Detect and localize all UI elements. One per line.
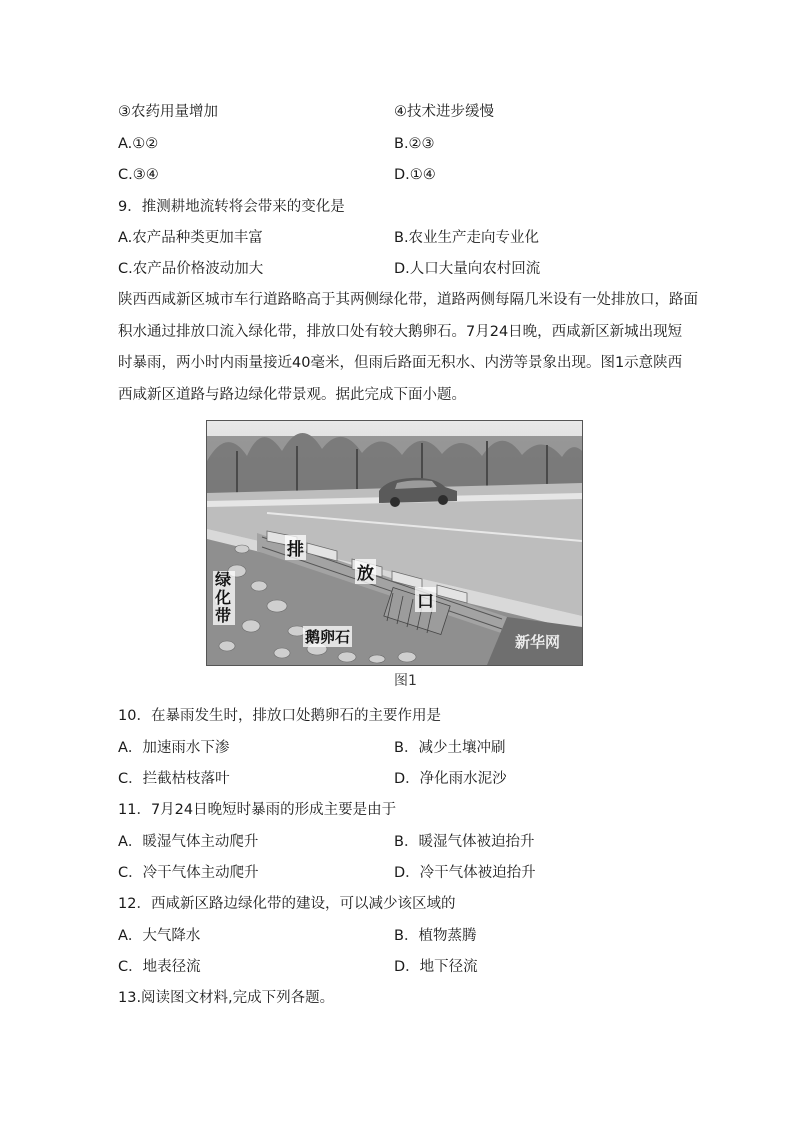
q9-choice-b: B.农业生产走向专业化 [394, 230, 540, 246]
q10-choice-a: A．加速雨水下渗 [118, 740, 230, 756]
label-kou: 口 [415, 587, 436, 612]
q12-stem: 12．西咸新区路边绿化带的建设，可以减少该区域的 [118, 896, 456, 912]
q11-choice-a: A．暖湿气体主动爬升 [118, 834, 259, 850]
q8-choice-b: B.②③ [394, 136, 435, 152]
q9-stem: 9．推测耕地流转将会带来的变化是 [118, 199, 345, 215]
road-scene-illustration [207, 421, 582, 665]
q9-choice-a: A.农产品种类更加丰富 [118, 230, 263, 246]
q8-choice-a: A.①② [118, 136, 159, 152]
label-green-belt: 绿化带 [213, 571, 235, 625]
q8-choice-d: D.①④ [394, 167, 436, 183]
figure-caption: 图1 [394, 673, 417, 689]
label-pai: 排 [285, 535, 306, 560]
label-pebbles: 鹅卵石 [305, 628, 351, 646]
q9-choice-d: D.人口大量向农村回流 [394, 261, 541, 277]
passage-line-4: 西咸新区道路与路边绿化带景观。据此完成下面小题。 [118, 387, 466, 403]
q11-choice-d: D．冷干气体被迫抬升 [394, 865, 536, 881]
q12-choice-a: A．大气降水 [118, 928, 201, 944]
q12-choice-c: C．地表径流 [118, 959, 201, 975]
q12-choice-b: B．植物蒸腾 [394, 928, 477, 944]
label-fang: 放 [355, 559, 376, 584]
watermark-logo: 新华网 [515, 633, 561, 651]
q9-choice-c: C.农产品价格波动加大 [118, 261, 264, 277]
q11-choice-c: C．冷干气体主动爬升 [118, 865, 259, 881]
q11-choice-b: B．暖湿气体被迫抬升 [394, 834, 535, 850]
q10-choice-d: D．净化雨水泥沙 [394, 771, 507, 787]
figure-1-photo [206, 420, 583, 666]
q8-choice-c: C.③④ [118, 167, 159, 183]
q13-stem: 13.阅读图文材料,完成下列各题。 [118, 990, 335, 1006]
q12-choice-d: D．地下径流 [394, 959, 478, 975]
q10-choice-c: C．拦截枯枝落叶 [118, 771, 230, 787]
q10-stem: 10．在暴雨发生时，排放口处鹅卵石的主要作用是 [118, 708, 441, 724]
passage-line-2: 积水通过排放口流入绿化带，排放口处有较大鹅卵石。7月24日晚，西咸新区新城出现短 [118, 324, 683, 340]
passage-line-3: 时暴雨，两小时内雨量接近40毫米，但雨后路面无积水、内涝等景象出现。图1示意陕西 [118, 355, 683, 371]
q10-choice-b: B．减少土壤冲刷 [394, 740, 506, 756]
q8-option-4: ④技术进步缓慢 [394, 104, 494, 120]
passage-line-1: 陕西西咸新区城市车行道路略高于其两侧绿化带，道路两侧每隔几米设有一处排放口，路面 [118, 292, 698, 308]
q11-stem: 11．7月24日晚短时暴雨的形成主要是由于 [118, 802, 397, 818]
q8-option-3: ③农药用量增加 [118, 104, 218, 120]
